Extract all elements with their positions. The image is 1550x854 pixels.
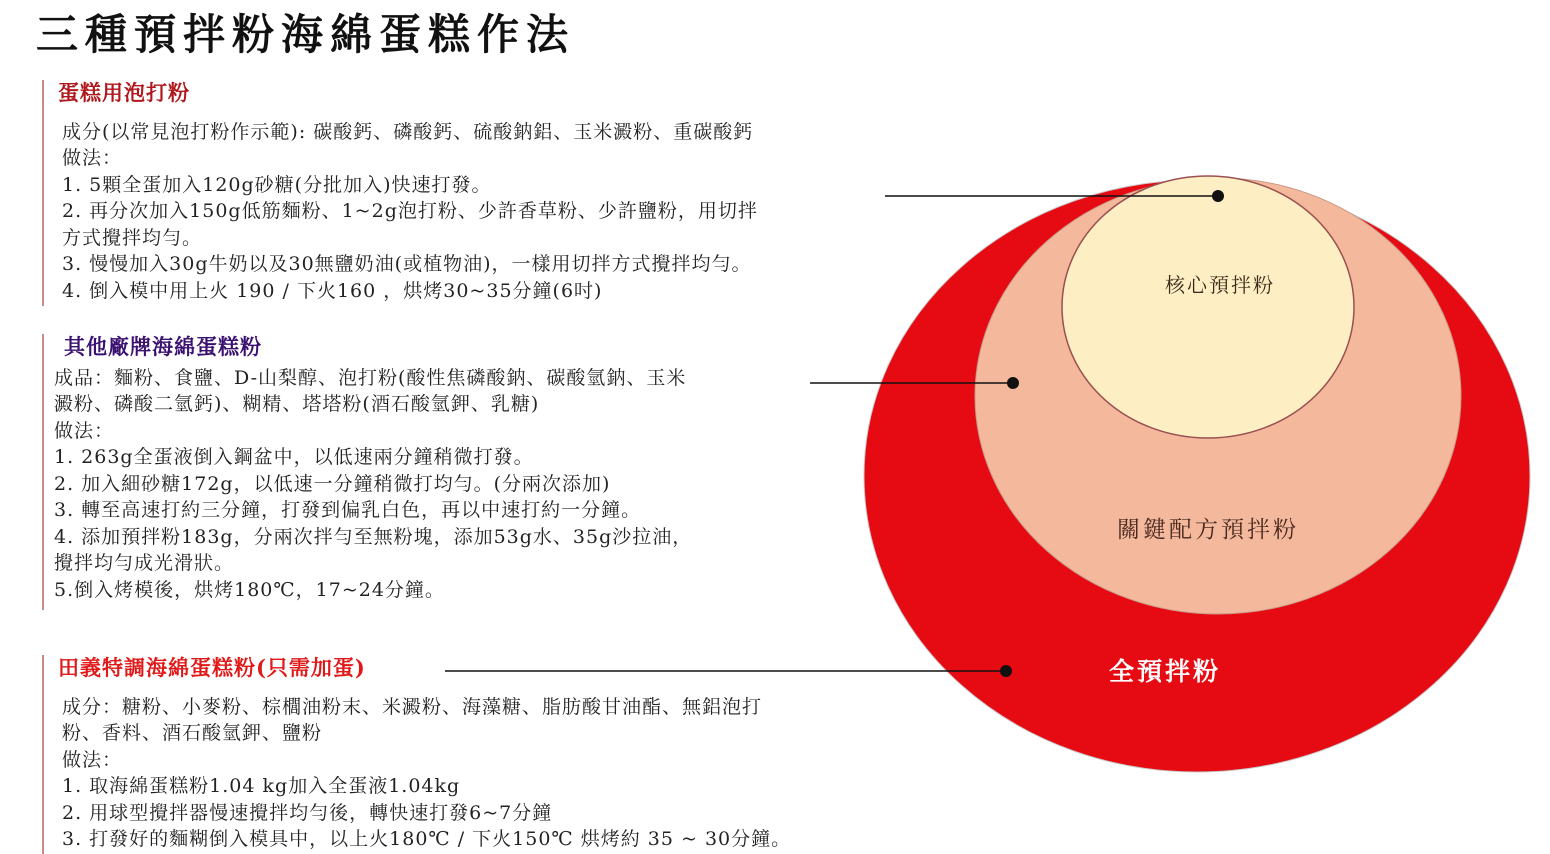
section-line: 2. 用球型攪拌器慢速攪拌均勻後，轉快速打發6~7分鐘 bbox=[62, 801, 553, 824]
section-line: 2. 再分次加入150g低筋麵粉、1~2g泡打粉、少許香草粉、少許鹽粉，用切拌 bbox=[62, 200, 758, 222]
middle-circle-label: 關鍵配方預拌粉 bbox=[1117, 517, 1299, 543]
outer-circle-label: 全預拌粉 bbox=[1108, 657, 1222, 686]
section-line: 做法： bbox=[62, 748, 123, 771]
connector-dot-tianyi bbox=[1000, 665, 1012, 677]
section-line: 1. 5顆全蛋加入120g砂糖(分批加入)快速打發。 bbox=[62, 173, 492, 196]
connector-dot-other-brand bbox=[1007, 377, 1019, 389]
connector-dot-baking-powder bbox=[1212, 190, 1224, 202]
section-heading-tianyi-mix: 田義特調海綿蛋糕粉(只需加蛋) bbox=[58, 655, 366, 680]
page-title: 三種預拌粉海綿蛋糕作法 bbox=[36, 10, 576, 59]
section-line: 澱粉、磷酸二氫鈣)、糊精、塔塔粉(酒石酸氫鉀、乳糖) bbox=[54, 393, 540, 415]
inner-circle-label: 核心預拌粉 bbox=[1165, 273, 1275, 297]
section-line: 4. 添加預拌粉183g，分兩次拌勻至無粉塊，添加53g水、35g沙拉油， bbox=[54, 525, 693, 548]
inner-circle-core-premix bbox=[1062, 176, 1354, 438]
section-line: 4. 倒入模中用上火 190 / 下火160 ，烘烤30~35分鐘(6吋) bbox=[62, 279, 603, 302]
section-line: 攪拌均勻成光滑狀。 bbox=[54, 552, 235, 574]
section-line: 做法： bbox=[54, 419, 115, 442]
section-line: 2. 加入細砂糖172g，以低速一分鐘稍微打均勻。(分兩次添加) bbox=[54, 472, 611, 495]
section-line: 方式攪拌均勻。 bbox=[62, 226, 203, 249]
section-line: 成品：麵粉、食鹽、D-山梨醇、泡打粉(酸性焦磷酸鈉、碳酸氫鈉、玉米 bbox=[54, 366, 687, 389]
section-line: 3. 打發好的麵糊倒入模具中，以上火180℃ / 下火150℃ 烘烤約 35 ~ 30分鐘。 bbox=[62, 828, 792, 850]
section-line: 1. 取海綿蛋糕粉1.04 kg加入全蛋液1.04kg bbox=[62, 775, 461, 797]
section-line: 做法： bbox=[62, 147, 123, 169]
section-line: 成分(以常見泡打粉作示範): 碳酸鈣、磷酸鈣、硫酸鈉鋁、玉米澱粉、重碳酸鈣 bbox=[62, 120, 754, 143]
section-line: 成分：糖粉、小麥粉、棕櫚油粉末、米澱粉、海藻糖、脂肪酸甘油酯、無鋁泡打 bbox=[62, 695, 763, 718]
section-heading-baking-powder: 蛋糕用泡打粉 bbox=[58, 80, 190, 105]
section-line: 1. 263g全蛋液倒入鋼盆中，以低速兩分鐘稍微打發。 bbox=[54, 446, 534, 468]
section-line: 3. 轉至高速打約三分鐘，打發到偏乳白色，再以中速打約一分鐘。 bbox=[54, 499, 642, 521]
section-line: 3. 慢慢加入30g牛奶以及30無鹽奶油(或植物油)，一樣用切拌方式攪拌均勻。 bbox=[62, 253, 752, 275]
section-line: 粉、香料、酒石酸氫鉀、鹽粉 bbox=[62, 722, 323, 744]
section-heading-other-brand-mix: 其他廠牌海綿蛋糕粉 bbox=[64, 334, 262, 359]
section-line: 5.倒入烤模後，烘烤180℃，17~24分鐘。 bbox=[54, 578, 445, 601]
